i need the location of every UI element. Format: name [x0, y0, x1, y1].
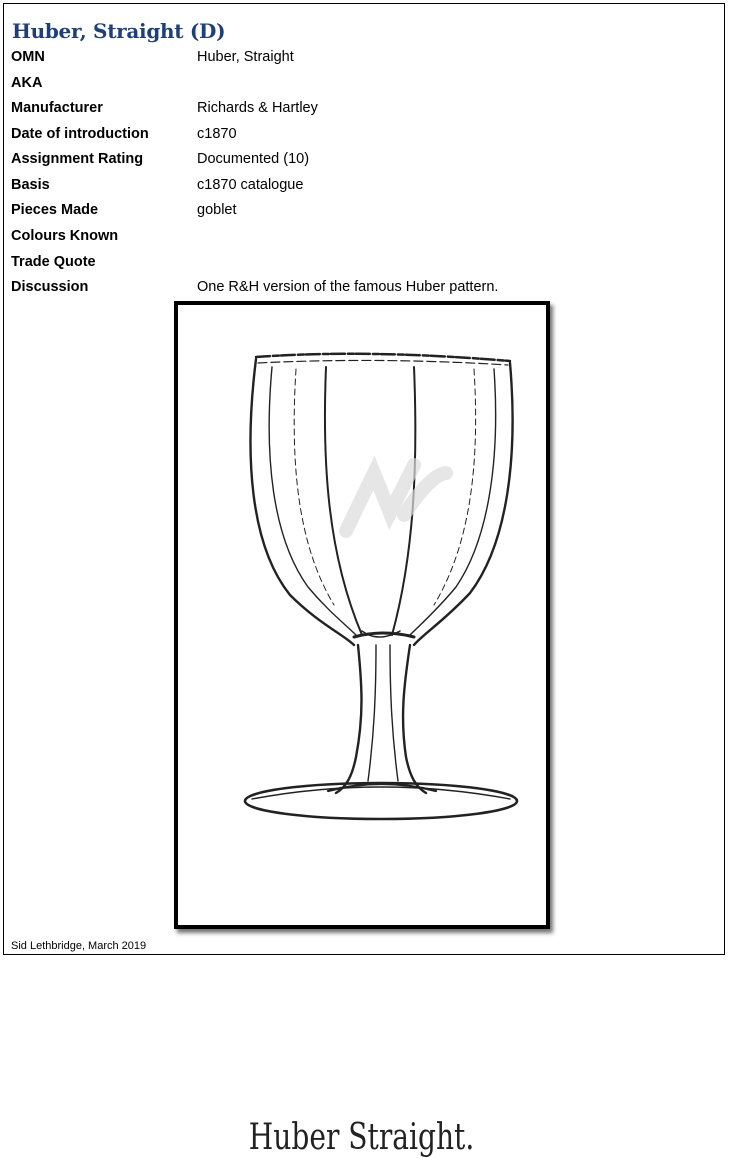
goblet-drawing [178, 305, 546, 925]
field-row-trade-quote [0, 254, 720, 276]
field-value: goblet [197, 202, 237, 218]
field-row-omn [0, 49, 720, 71]
field-label: OMN [11, 49, 45, 65]
field-label: Basis [11, 177, 50, 193]
illustration-caption [178, 1117, 546, 1158]
field-label: Discussion [11, 279, 89, 295]
pattern-illustration [174, 301, 550, 1158]
field-value: Richards & Hartley [197, 100, 318, 116]
field-label: Assignment Rating [11, 151, 144, 167]
field-label: AKA [11, 75, 43, 91]
field-label: Pieces Made [11, 202, 99, 218]
field-label: Date of introduction [11, 126, 149, 142]
field-row-date-of-introduction [0, 126, 720, 148]
field-label: Manufacturer [11, 100, 103, 116]
page-title: Huber, Straight (D) [12, 19, 226, 43]
field-row-aka [0, 75, 720, 97]
field-row-colours-known [0, 228, 720, 250]
field-value: Huber, Straight [197, 49, 294, 65]
field-row-assignment-rating [0, 151, 720, 173]
field-value: c1870 [197, 126, 237, 142]
field-row-pieces-made [0, 202, 720, 224]
field-row-basis [0, 177, 720, 199]
field-row-manufacturer [0, 100, 720, 122]
field-row-discussion [0, 279, 720, 301]
field-value: c1870 catalogue [197, 177, 304, 193]
field-label: Colours Known [11, 228, 119, 244]
field-value: Documented (10) [197, 151, 310, 167]
field-label: Trade Quote [11, 254, 96, 270]
field-value: One R&H version of the famous Huber pattern. [197, 279, 499, 295]
footer-credit: Sid Lethbridge, March 2019 [11, 940, 147, 952]
caption-text: Huber Straight. [249, 1117, 475, 1158]
